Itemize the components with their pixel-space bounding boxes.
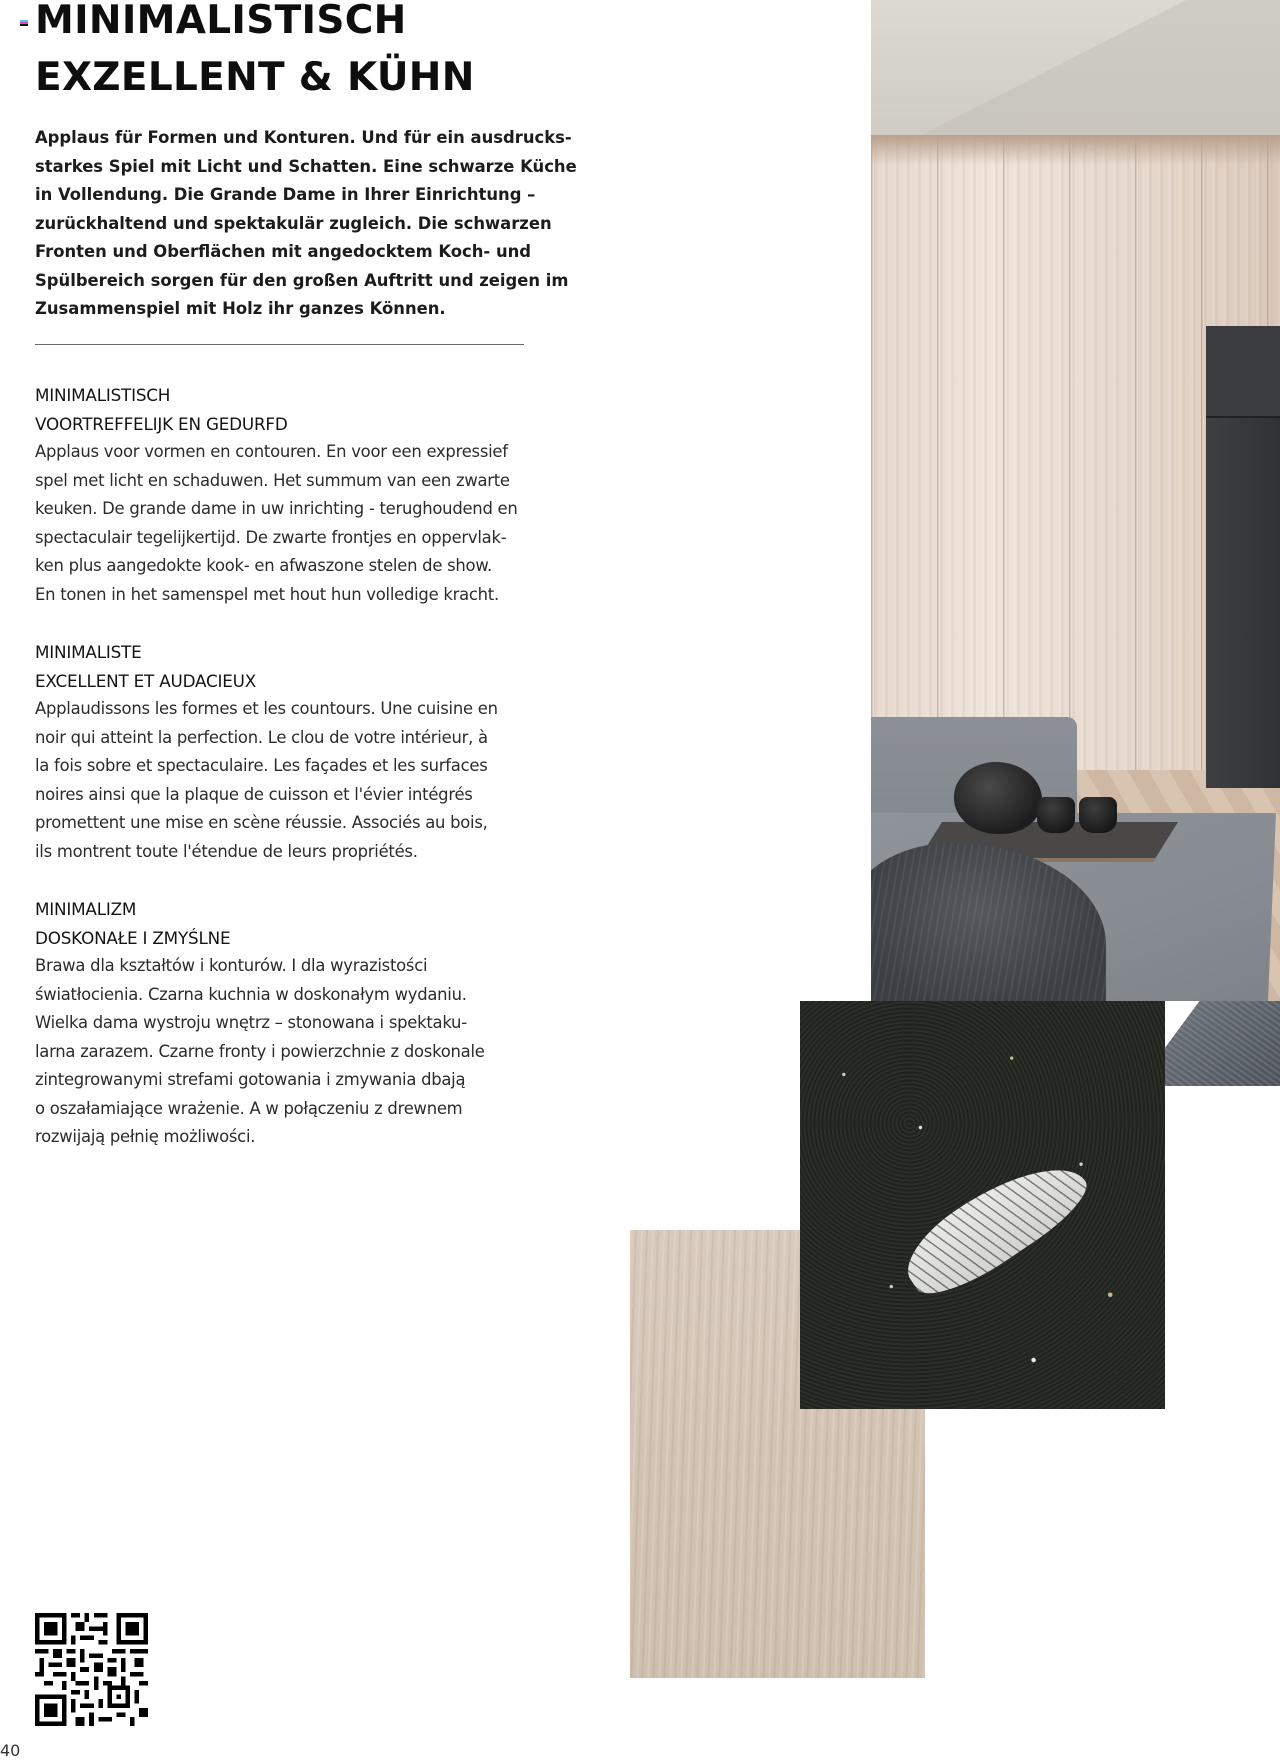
- title-line-2: EXZELLENT & KÜHN: [35, 55, 475, 100]
- text-line: larna zarazem. Czarne fronty i powierzchnie z doskonale: [35, 1041, 485, 1061]
- section-subheading: VOORTREFFELIJK EN GEDURFD: [35, 413, 288, 434]
- section-polish: [35, 895, 535, 1152]
- text-line: Applaus voor vormen en contouren. En voor een expressief: [35, 442, 508, 461]
- interior-photo: [871, 0, 1280, 1001]
- photo-ceiling-slope: [871, 0, 1280, 140]
- feather-image: [893, 1141, 1098, 1311]
- section-heading: MINIMALIZM: [35, 899, 137, 919]
- photo-teapot: [954, 762, 1042, 834]
- section-dutch: [35, 381, 535, 609]
- section-divider: [35, 344, 524, 345]
- text-line: Brawa dla kształtów i konturów. I dla wyrazistości: [35, 956, 428, 975]
- text-line: noires ainsi que la plaque de cuisson et l'évier intégrés: [35, 784, 473, 804]
- text-line: zurückhaltend und spektakulär zugleich. Die schwarzen: [35, 213, 552, 233]
- photo-wall-top-shadow: [871, 135, 1280, 165]
- photo-cabinet-top: [1206, 326, 1280, 418]
- text-line: starkes Spiel mit Licht und Schatten. Eine schwarze Küche: [35, 156, 577, 176]
- qr-code-graphic: [35, 1613, 148, 1726]
- section-subheading: EXCELLENT ET AUDACIEUX: [35, 670, 257, 691]
- section-french: [35, 638, 535, 866]
- text-line: keuken. De grande dame in uw inrichting - terughoudend en: [35, 499, 518, 518]
- text-line: promettent une mise en scène réussie. Associés au bois,: [35, 813, 488, 832]
- text-line: En tonen in het samenspel met hout hun volledige kracht.: [35, 584, 499, 604]
- text-line: światłocienia. Czarna kuchnia w doskonałym wydaniu.: [35, 984, 467, 1004]
- text-line: ken plus aangedokte kook- en afwaszone stelen de show.: [35, 556, 492, 575]
- page-number: 40: [0, 1741, 21, 1760]
- photo-cup: [1037, 797, 1075, 833]
- text-line: rozwijają pełnię możliwości.: [35, 1127, 256, 1146]
- text-line: Applaudissons les formes et les countours. Une cuisine en: [35, 699, 498, 718]
- text-line: Spülbereich sorgen für den großen Auftritt und zeigen im: [35, 270, 569, 290]
- stone-feather-photo: [800, 1001, 1165, 1409]
- text-line: o oszałamiające wrażenie. A w połączeniu z drewnem: [35, 1098, 463, 1118]
- section-heading: MINIMALISTE: [35, 642, 142, 662]
- print-registration-mark-icon: [20, 20, 28, 26]
- photo-cup: [1079, 797, 1117, 833]
- text-line: Wielka dama wystroju wnętrz – stonowana i spektaku-: [35, 1013, 467, 1032]
- text-line: la fois sobre et spectaculaire. Les façades et les surfaces: [35, 756, 488, 775]
- text-line: in Vollendung. Die Grande Dame in Ihrer Einrichtung –: [35, 185, 536, 204]
- text-line: Fronten und Oberflächen mit angedocktem Koch- und: [35, 242, 532, 261]
- section-subheading: DOSKONAŁE I ZMYŚLNE: [35, 927, 231, 948]
- text-line: noir qui atteint la perfection. Le clou de votre intérieur, à: [35, 727, 488, 747]
- qr-code-icon[interactable]: [35, 1613, 148, 1726]
- text-line: zintegrowanymi strefami gotowania i zmywania dbają: [35, 1070, 466, 1089]
- intro-paragraph-de: [35, 124, 577, 324]
- text-line: spel met licht en schaduwen. Het summum van een zwarte: [35, 470, 510, 490]
- text-line: Applaus für Formen und Konturen. Und für ein ausdrucks-: [35, 128, 572, 147]
- text-line: Zusammenspiel mit Holz ihr ganzes Können.: [35, 299, 446, 318]
- page-title: [35, 0, 475, 106]
- text-line: ils montrent toute l'étendue de leurs propriétés.: [35, 841, 418, 861]
- text-line: spectaculair tegelijkertijd. De zwarte frontjes en oppervlak-: [35, 527, 507, 547]
- title-line-1: MINIMALISTISCH: [35, 0, 407, 43]
- section-heading: MINIMALISTISCH: [35, 385, 171, 405]
- rug-photo: [1165, 1001, 1280, 1086]
